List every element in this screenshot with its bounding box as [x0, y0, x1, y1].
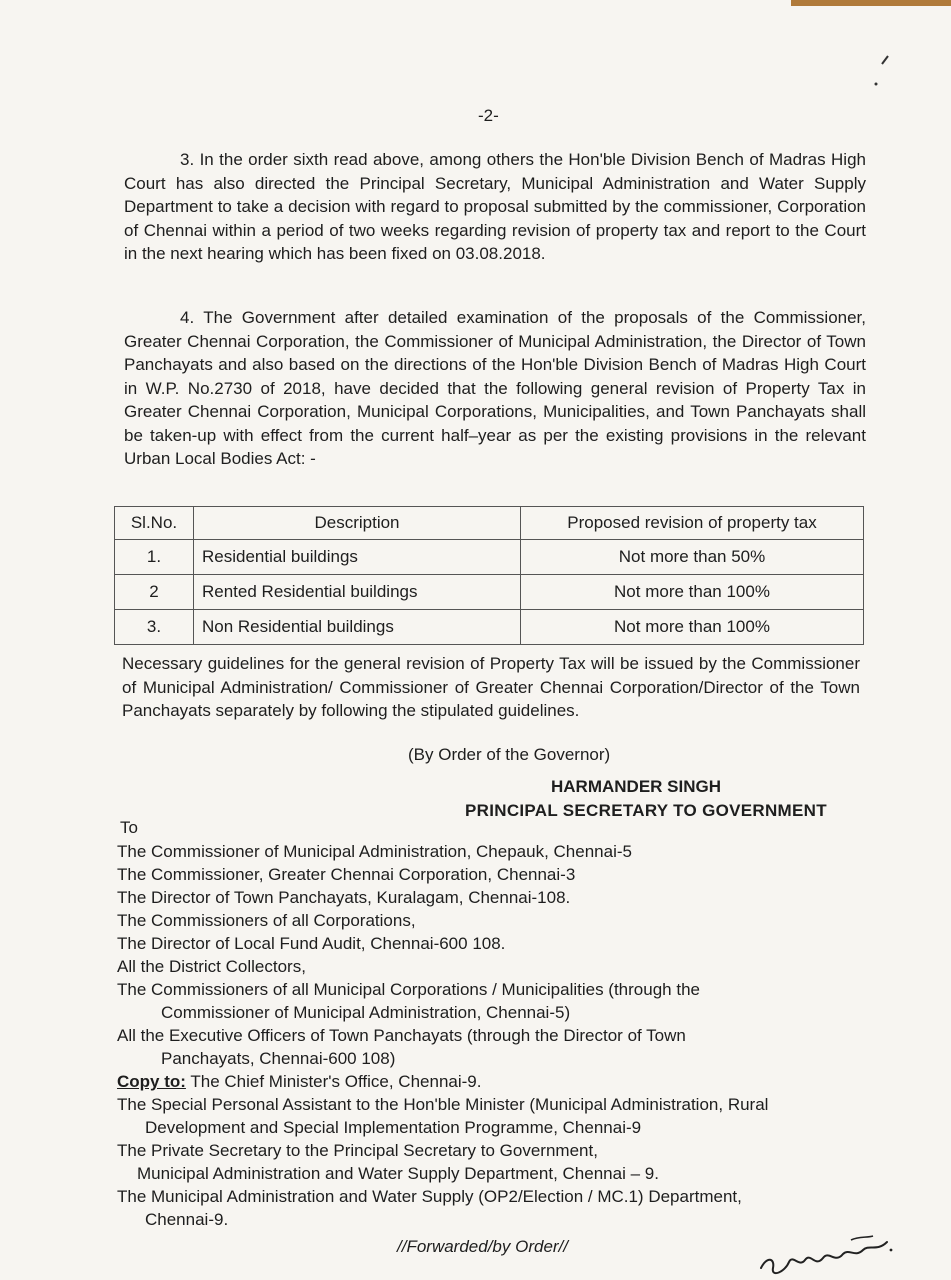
- by-order-line: (By Order of the Governor): [408, 745, 611, 764]
- cell-revision: Not more than 100%: [521, 575, 864, 610]
- table-row: [115, 540, 864, 575]
- page-number: -2-: [478, 106, 499, 125]
- cell-sl-no: 1.: [115, 540, 194, 575]
- recipient-item-continuation: Commissioner of Municipal Administration, Chennai-5): [161, 1003, 571, 1022]
- header-sl-no: Sl.No.: [115, 507, 194, 540]
- property-tax-table: [114, 506, 864, 645]
- paragraph-4: [124, 306, 866, 471]
- recipient-item: [117, 978, 877, 1024]
- recipient-item: The Commissioner of Municipal Administration, Chepauk, Chennai-5: [117, 842, 632, 861]
- header-proposed-revision: Proposed revision of property tax: [521, 507, 864, 540]
- copy-to-label: Copy to:: [117, 1072, 186, 1091]
- paragraph-3-lead: 3.: [180, 150, 195, 169]
- copy-to-continuation: Chennai-9.: [145, 1210, 229, 1229]
- signatory-name: HARMANDER SINGH: [551, 777, 721, 796]
- recipient-item: The Commissioners of all Corporations,: [117, 911, 416, 930]
- recipient-item: [117, 1024, 877, 1070]
- copy-to-continuation: Development and Special Implementation Programme, Chennai-9: [145, 1118, 642, 1137]
- to-label: To: [120, 818, 138, 837]
- paragraph-4-text: The Government after detailed examination of the proposals of the Commissioner, Greater Chennai Corporation, the Commissioner of Municipal Administration, the Director of Town Panchayats and also based on the directions of the Hon'ble Division Bench of Madras High Court in W.P. No.2730 of 2018, have decided that the following general revision of Property Tax in Greater Chennai Corporation, Municipal Corporations, Municipalities, and Town Panchayats shall be taken-up with effect from the current half–year as per the existing provisions in the relevant Urban Local Bodies Act: -: [124, 308, 867, 468]
- recipient-item-continuation: Panchayats, Chennai-600 108): [161, 1049, 396, 1068]
- copy-to-line: The Municipal Administration and Water Supply (OP2/Election / MC.1) Department,: [117, 1187, 742, 1206]
- copy-to-line: The Special Personal Assistant to the Hon'ble Minister (Municipal Administration, Rural: [117, 1095, 769, 1114]
- pen-mark-icon: [868, 52, 898, 92]
- table-row: [115, 610, 864, 645]
- copy-to-continuation: Municipal Administration and Water Supply Department, Chennai – 9.: [137, 1164, 659, 1183]
- header-description: Description: [194, 507, 521, 540]
- guidelines-paragraph: Necessary guidelines for the general revision of Property Tax will be issued by the Commissioner of Municipal Administration/ Commissioner of Greater Chennai Corporation/Director of the Town Panchayats separately by following the stipulated guidelines.: [122, 654, 860, 720]
- recipient-item: The Director of Town Panchayats, Kuralagam, Chennai-108.: [117, 888, 571, 907]
- copy-to-item: [117, 1070, 877, 1093]
- recipient-list: [117, 840, 877, 1231]
- signatory-title: PRINCIPAL SECRETARY TO GOVERNMENT: [465, 801, 827, 820]
- cell-description: Residential buildings: [194, 540, 521, 575]
- paragraph-3-text: In the order sixth read above, among others the Hon'ble Division Bench of Madras High Court has also directed the Principal Secretary, Municipal Administration and Water Supply Department to take a decision with regard to proposal submitted by the commissioner, Corporation of Chennai within a period of two weeks regarding revision of property tax and report to the Court in the next hearing which has been fixed on 03.08.2018.: [124, 150, 866, 263]
- recipient-item-line: All the Executive Officers of Town Panchayats (through the Director of Town: [117, 1026, 686, 1045]
- cell-revision: Not more than 50%: [521, 540, 864, 575]
- forwarded-by-order: //Forwarded/by Order//: [397, 1237, 569, 1256]
- copy-to-first: The Chief Minister's Office, Chennai-9.: [190, 1072, 482, 1091]
- cell-revision: Not more than 100%: [521, 610, 864, 645]
- recipient-item: The Director of Local Fund Audit, Chennai-600 108.: [117, 934, 506, 953]
- cell-sl-no: 2: [115, 575, 194, 610]
- copy-to-item: [117, 1093, 877, 1139]
- table-row: [115, 575, 864, 610]
- cell-description: Non Residential buildings: [194, 610, 521, 645]
- recipient-item: The Commissioner, Greater Chennai Corporation, Chennai-3: [117, 865, 576, 884]
- cell-sl-no: 3.: [115, 610, 194, 645]
- recipient-item-line: The Commissioners of all Municipal Corporations / Municipalities (through the: [117, 980, 700, 999]
- handwritten-signature: [755, 1228, 905, 1278]
- scan-edge: [791, 0, 951, 6]
- cell-description: Rented Residential buildings: [194, 575, 521, 610]
- copy-to-item: [117, 1185, 877, 1231]
- recipient-item: All the District Collectors,: [117, 957, 306, 976]
- paragraph-4-lead: 4.: [180, 308, 195, 327]
- copy-to-item: [117, 1139, 877, 1185]
- paragraph-3: [124, 148, 866, 266]
- table-header-row: [115, 507, 864, 540]
- copy-to-line: The Private Secretary to the Principal Secretary to Government,: [117, 1141, 598, 1160]
